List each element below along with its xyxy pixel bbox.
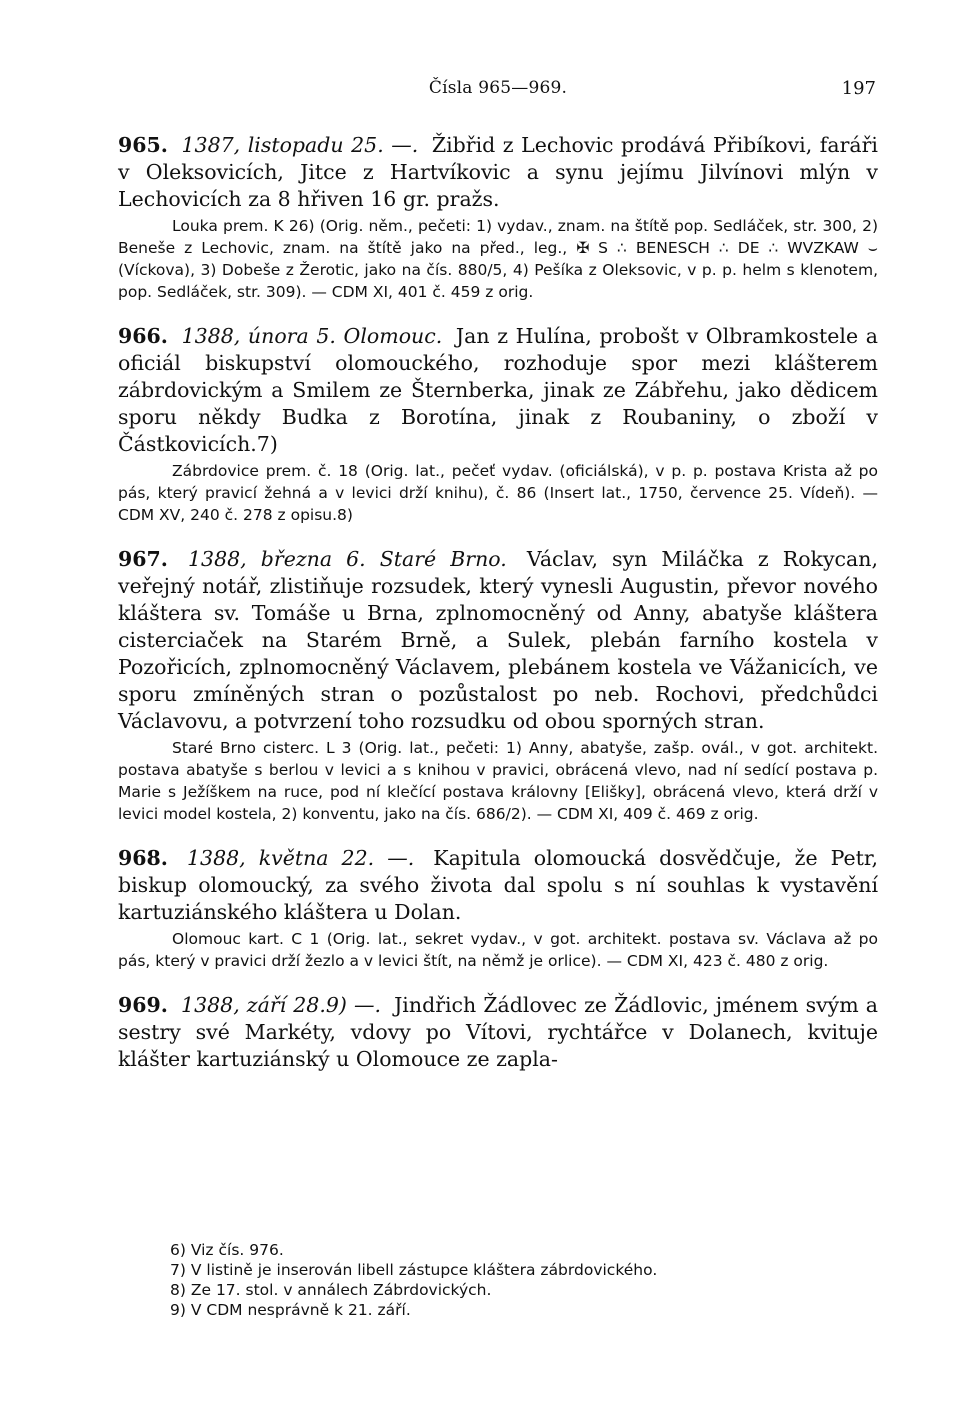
entry-text	[118, 546, 878, 735]
entry-note: Zábrdovice prem. č. 18 (Orig. lat., pečeť vydav. (oficiálská), v p. p. postava Krista až po pás, který pravicí žehná a v levici drží knihu), č. 86 (Insert lat., 1750, července 25. Vídeň). — CDM XV, 240 č. 278 z opisu.8)	[118, 462, 878, 524]
entry-text	[118, 992, 878, 1073]
entry-number: 965.	[118, 133, 168, 157]
entry-body: Kapitula olomoucká dosvědčuje, že Petr, biskup olomoucký, za svého života dal spolu s ní souhlas k vystavění kartuziánského kláštera u Dolan.	[118, 846, 878, 924]
footnotes	[170, 1240, 657, 1320]
entry-number: 967.	[118, 547, 168, 571]
footnote	[170, 1240, 657, 1260]
footnote-text: V listině je inserován libell zástupce kláštera zábrdovického.	[190, 1261, 658, 1279]
entry-note: Louka prem. K 26) (Orig. něm., pečeti: 1) vydav., znam. na štítě pop. Sedláček, str. 300, 2) Beneše z Lechovic, znam. na štítě jako na před., leg., ✠ S ∴ BENESCH ∴ DE ∴ WVZKAW ⌣ (Víckova), 3) Dobeše z Žerotic, jako na čís. 880/5, 4) Pešíka z Oleksovic, v p. p. helm s klenotem, pop. Sedláček, str. 309). — CDM XI, 401 č. 459 z orig.	[118, 217, 878, 301]
page	[118, 78, 878, 1073]
entry-date: 1388, března 6. Staré Brno.	[188, 547, 507, 571]
entry-text	[118, 845, 878, 926]
entry-965	[118, 132, 878, 303]
entry-note: Staré Brno cisterc. L 3 (Orig. lat., pečeti: 1) Anny, abatyše, zašp. ovál., v got. architekt. postava abatyše s berlou v levici a s knihou v pravici, obrácená vlevo, nad ní sedící postava p. Marie s Ježíškem na ruce, pod ní klečící postava královny [Elišky], obrácená vlevo, která drží v levici model kostela, 2) konventu, jako na čís. 686/2). — CDM XI, 409 č. 469 z orig.	[118, 739, 878, 823]
entry-968	[118, 845, 878, 972]
footnote-mark: 7)	[170, 1261, 186, 1279]
entry-date: 1387, listopadu 25. —.	[181, 133, 419, 157]
footnote	[170, 1300, 657, 1320]
entry-text	[118, 132, 878, 213]
footnote-mark: 8)	[170, 1281, 186, 1299]
entry-967	[118, 546, 878, 825]
footnote-text: Ze 17. stol. v annálech Zábrdovických.	[190, 1281, 492, 1299]
page-header	[118, 78, 878, 112]
running-head: Čísla 965—969.	[428, 78, 568, 98]
entry-number: 969.	[118, 993, 168, 1017]
footnote	[170, 1260, 657, 1280]
entry-966	[118, 323, 878, 526]
entry-body: Jindřich Žádlovec ze Žádlovic, jménem svým a sestry své Markéty, vdovy po Vítovi, rychtářce v Dolanech, kvituje klášter kartuziánský u Olomouce ze zapla-	[118, 993, 878, 1071]
entry-date: 1388, února 5. Olomouc.	[181, 324, 443, 348]
footnote-text: V CDM nesprávně k 21. září.	[190, 1301, 411, 1319]
page-number: 197	[841, 78, 876, 99]
entry-969	[118, 992, 878, 1073]
footnote-text: Viz čís. 976.	[190, 1241, 284, 1259]
footnote-mark: 6)	[170, 1241, 186, 1259]
entry-number: 966.	[118, 324, 168, 348]
entry-body: Žibřid z Lechovic prodává Přibíkovi, faráři v Oleksovicích, Jitce z Hartvíkovic a synu jejímu Jilvínovi mlýn v Lechovicích za 8 hřiven 16 gr. pražs.	[118, 133, 878, 211]
entry-text	[118, 323, 878, 458]
entry-body: Václav, syn Miláčka z Rokycan, veřejný notář, zlistiňuje rozsudek, který vynesli Augustin, převor nového kláštera sv. Tomáše u Brna, zplnomocněný od Anny, abatyše kláštera cisterciaček na Starém Brně, a Sulek, plebán farního kostela v Pozořicích, zplnomocněný Václavem, plebánem kostela ve Vážanicích, ve sporu zmíněných stran o pozůstalost po neb. Rochovi, předchůdci Václavovu, a potvrzení toho rozsudku od obou sporných stran.	[118, 547, 878, 733]
entry-body: Jan z Hulína, probošt v Olbramkostele a oficiál biskupství olomouckého, rozhoduje spor mezi klášterem zábrdovickým a Smilem ze Šternberka, jinak ze Zábřehu, jako dědicem sporu někdy Budka z Borotína, jinak z Roubaniny, o zboží v Částkovicích.7)	[118, 324, 878, 456]
footnote-mark: 9)	[170, 1301, 186, 1319]
entry-note: Olomouc kart. C 1 (Orig. lat., sekret vydav., v got. architekt. postava sv. Václava až po pás, který v pravici drží žezlo a v levici štít, na němž je orlice). — CDM XI, 423 č. 480 z orig.	[118, 930, 878, 970]
footnote	[170, 1280, 657, 1300]
entry-date: 1388, května 22. —.	[186, 846, 415, 870]
entry-number: 968.	[118, 846, 168, 870]
entry-date: 1388, září 28.9) —.	[181, 993, 381, 1017]
